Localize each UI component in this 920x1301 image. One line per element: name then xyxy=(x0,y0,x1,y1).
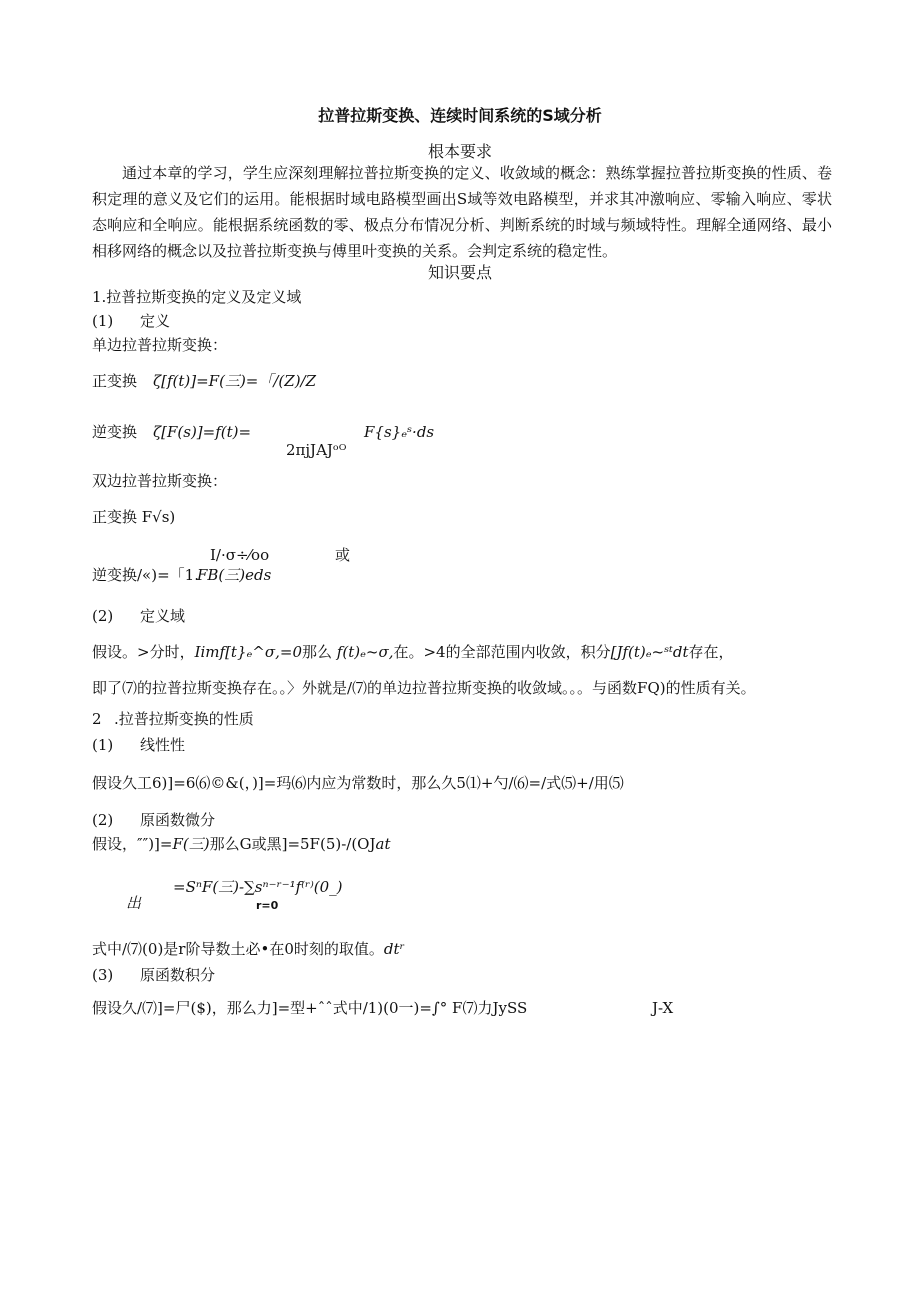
inverse-transform-denominator: 2πjJAJᵒᴼ xyxy=(286,441,347,459)
property-3-text: 假设久/⑺]=尸($)，那么力]=型+ˆˆ式中/1)(0一)=∫° F⑺力JySS xyxy=(92,999,528,1017)
domain-integral: [Jf(t)ₑ~ˢᵗdt xyxy=(610,643,689,661)
domain-limit: Iimf[t}ₑ^σ,=0 xyxy=(194,643,302,661)
domain-function: f(t)ₑ~σ, xyxy=(336,643,394,661)
p2-note-derivative: dtʳ xyxy=(383,940,405,958)
domain-text-g: 存在， xyxy=(688,643,734,661)
unilateral-heading: 单边拉普拉斯变换： xyxy=(92,336,228,354)
section-1-1-label: 定义 xyxy=(140,312,171,330)
inverse-transform-formula: ζ[F(s)]=f(t)= xyxy=(153,423,252,441)
bilateral-or: 或 xyxy=(335,546,351,564)
heading-knowledge: 知识要点 xyxy=(427,263,492,282)
property-2-equation-left: 出 xyxy=(126,894,142,912)
bilateral-heading: 双边拉普拉斯变换： xyxy=(92,472,228,490)
p2-text-c: 那么G或黑]=5F(5)-/(OJ xyxy=(209,835,376,853)
property-3-limit: J-X xyxy=(652,999,674,1017)
domain-line-1 xyxy=(92,642,734,662)
section-1-title: 1.拉普拉斯变换的定义及定义域 xyxy=(92,288,302,306)
property-2-note xyxy=(92,939,405,959)
intro-paragraph: 通过本章的学习，学生应深刻理解拉普拉斯变换的定义、收敛域的概念：熟练掌握拉普拉斯变换的性质、卷积定理的意义及它们的运用。能根据时域电路模型画出S域等效电路模型，并求其冲激响应、零输入响应、零状态响应和全响应。能根据系统函数的零、极点分布情况分析、判断系统的时域与频域特性。理解全通网络、最小相移网络的概念以及拉普拉斯变换与傅里叶变换的关系。会判定系统的稳定性。 xyxy=(92,164,832,260)
property-1-label: 线性性 xyxy=(140,736,186,754)
p2-text-b: F(三) xyxy=(172,835,210,853)
p2-text-d: at xyxy=(375,835,391,853)
property-1-text: 假设久工6)]=6⑹©&(，)]=玛⑹内应为常数时，那么久5⑴+勺/⑹=/式⑸+/用⑸ xyxy=(92,774,624,792)
property-2-number: (2) xyxy=(92,811,114,829)
bilateral-integral-limits: I/·σ÷⁄oo xyxy=(210,546,270,564)
section-1-1-number: (1) xyxy=(92,312,114,330)
property-1-number: (1) xyxy=(92,736,114,754)
domain-text-a: 假设。>分时， xyxy=(92,643,195,661)
bilateral-inverse-label: 逆变换/«)=「1. xyxy=(92,566,199,584)
p2-note-text: 式中/⑺(0)是r阶导数土必•在0时刻的取值。 xyxy=(92,940,384,958)
bilateral-inverse-formula: FB(三)eds xyxy=(197,566,272,584)
property-2-equation: =SⁿF(三)-∑sⁿ⁻ʳ⁻¹f⁽ʳ⁾(0_) xyxy=(173,878,343,896)
property-3-label: 原函数积分 xyxy=(140,966,216,984)
section-1-2-number: (2) xyxy=(92,607,114,625)
property-2-label: 原函数微分 xyxy=(140,811,216,829)
forward-transform-label: 正变换 xyxy=(92,372,138,390)
domain-line-2: 即了⑺的拉普拉斯变换存在。。〉外就是/⑺的单边拉普拉斯变换的收敛域。。。与函数FQ)的性质有关。 xyxy=(92,679,756,697)
section-1-2-label: 定义域 xyxy=(140,607,186,625)
domain-text-e: 在。>4的全部范围内收敛，积分 xyxy=(393,643,611,661)
section-2-number: 2 xyxy=(92,710,102,728)
p2-text-a: 假设，″″)]= xyxy=(92,835,173,853)
property-3-number: (3) xyxy=(92,966,114,984)
property-2-sum-index: r=0 xyxy=(256,899,279,912)
page-title: 拉普拉斯变换、连续时间系统的S域分析 xyxy=(318,106,602,125)
inverse-transform-integrand: F{s}ₑˢ·ds xyxy=(364,423,435,441)
bilateral-forward-transform: 正变换 F√s) xyxy=(92,508,176,526)
section-2-title: .拉普拉斯变换的性质 xyxy=(114,710,254,728)
heading-requirements: 根本要求 xyxy=(427,142,492,161)
property-2-text xyxy=(92,834,390,854)
domain-text-c: 那么 xyxy=(302,643,333,661)
inverse-transform-label: 逆变换 xyxy=(92,423,138,441)
forward-transform-formula: ζ[f(t)]=F(三)=「/(Z)/Z xyxy=(153,372,317,390)
